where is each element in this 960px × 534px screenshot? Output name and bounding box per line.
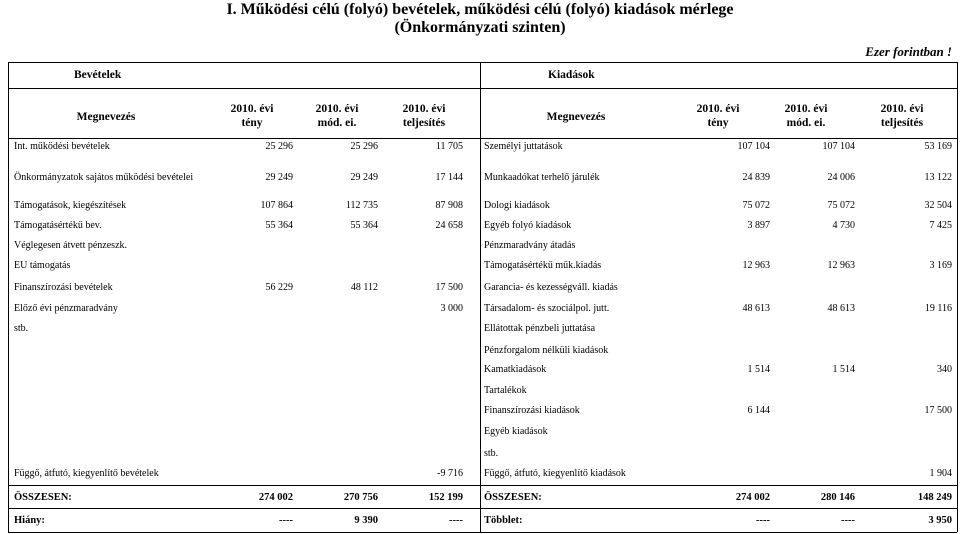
- revenue-fulfilment-value: -9 716: [437, 468, 463, 479]
- revenue-actual-value: 29 249: [265, 172, 293, 183]
- expenditure-modified-value: 24 006: [827, 172, 855, 183]
- total-modified-left: 270 756: [343, 492, 378, 503]
- revenue-fulfilment-value: 17 500: [435, 282, 463, 293]
- section-revenues: Bevételek: [74, 69, 122, 81]
- expenditure-row-label: Munkaadókat terhelő járulék: [484, 172, 600, 183]
- table-rule: [8, 62, 957, 63]
- expenditure-actual-value: 6 144: [747, 405, 770, 416]
- expenditure-row-label: Ellátottak pénzbeli juttatása: [484, 323, 596, 334]
- revenue-actual-value: 55 364: [265, 220, 293, 231]
- table-rule: [8, 485, 957, 486]
- revenue-row-label: Véglegesen átvett pénzeszk.: [14, 240, 128, 251]
- balance-label-right: Többlet:: [484, 515, 523, 526]
- expenditure-modified-value: 75 072: [827, 200, 855, 211]
- header-actual-left: 2010. évi tény: [230, 103, 274, 129]
- revenue-row-label: Támogatásértékű bev.: [14, 220, 102, 231]
- expenditure-fulfilment-value: 1 904: [929, 468, 952, 479]
- expenditure-fulfilment-value: 53 169: [924, 141, 952, 152]
- total-fulfilment-left: 152 199: [428, 492, 463, 503]
- expenditure-actual-value: 107 104: [737, 141, 770, 152]
- table-rule: [8, 88, 957, 89]
- expenditure-row-label: Pénzforgalom nélküli kiadások: [484, 345, 609, 356]
- expenditure-actual-value: 48 613: [742, 303, 770, 314]
- revenue-row-label: Függő, átfutó, kiegyenlítő bevételek: [14, 468, 159, 479]
- revenue-actual-value: 25 296: [265, 141, 293, 152]
- table-rule: [8, 532, 957, 533]
- revenue-row-label: stb.: [14, 323, 29, 334]
- expenditure-actual-value: 12 963: [742, 260, 770, 271]
- expenditure-modified-value: 107 104: [822, 141, 855, 152]
- revenue-fulfilment-value: 11 705: [435, 141, 463, 152]
- expenditure-row-label: Garancia- és kezességváll. kiadás: [484, 282, 618, 293]
- expenditure-modified-value: 1 514: [832, 364, 855, 375]
- balance-actual-right: ----: [756, 515, 770, 526]
- total-label-left: ÖSSZESEN:: [14, 492, 72, 503]
- total-modified-right: 280 146: [820, 492, 855, 503]
- expenditure-row-label: Függő, átfutó, kiegyenlítő kiadások: [484, 468, 626, 479]
- balance-fulfilment-left: ----: [449, 515, 463, 526]
- header-fulfilment-left: 2010. évi teljesítés: [402, 103, 446, 129]
- expenditure-row-label: Pénzmaradvány átadás: [484, 240, 576, 251]
- total-fulfilment-right: 148 249: [917, 492, 952, 503]
- balance-fulfilment-right: 3 950: [928, 515, 952, 526]
- revenue-fulfilment-value: 3 000: [440, 303, 463, 314]
- expenditure-modified-value: 48 613: [827, 303, 855, 314]
- expenditure-actual-value: 75 072: [742, 200, 770, 211]
- expenditure-actual-value: 1 514: [747, 364, 770, 375]
- balance-modified-right: ----: [841, 515, 855, 526]
- unit-label: Ezer forintban !: [865, 44, 952, 59]
- expenditure-fulfilment-value: 17 500: [924, 405, 952, 416]
- expenditure-fulfilment-value: 340: [937, 364, 952, 375]
- expenditure-row-label: Kamatkiadások: [484, 364, 547, 375]
- revenue-modified-value: 112 735: [345, 200, 378, 211]
- revenue-modified-value: 29 249: [350, 172, 378, 183]
- total-actual-left: 274 002: [258, 492, 293, 503]
- header-actual-right: 2010. évi tény: [696, 103, 740, 129]
- table-rule: [8, 508, 957, 509]
- revenue-modified-value: 48 112: [350, 282, 378, 293]
- expenditure-actual-value: 24 839: [742, 172, 770, 183]
- revenue-row-label: Int. működési bevételek: [14, 141, 110, 152]
- revenue-actual-value: 107 864: [260, 200, 293, 211]
- table-rule: [480, 62, 481, 532]
- revenue-fulfilment-value: 17 144: [435, 172, 463, 183]
- page-subtitle: (Önkormányzati szinten): [394, 19, 566, 36]
- expenditure-actual-value: 3 897: [747, 220, 770, 231]
- table-rule: [8, 62, 9, 532]
- expenditure-row-label: Egyéb kiadások: [484, 426, 548, 437]
- revenue-row-label: Finanszírozási bevételek: [14, 282, 113, 293]
- revenue-row-label: Előző évi pénzmaradvány: [14, 303, 118, 314]
- table-rule: [957, 62, 958, 532]
- revenue-modified-value: 25 296: [350, 141, 378, 152]
- expenditure-row-label: Egyéb folyó kiadások: [484, 220, 572, 231]
- header-fulfilment-right: 2010. évi teljesítés: [880, 103, 924, 129]
- header-name-left: Megnevezés: [76, 111, 136, 123]
- expenditure-row-label: Társadalom- és szociálpol. jutt.: [484, 303, 610, 314]
- expenditure-modified-value: 4 730: [832, 220, 855, 231]
- expenditure-modified-value: 12 963: [827, 260, 855, 271]
- total-actual-right: 274 002: [735, 492, 770, 503]
- expenditure-fulfilment-value: 32 504: [924, 200, 952, 211]
- section-expenditures: Kiadások: [548, 69, 595, 81]
- expenditure-row-label: Tartalékok: [484, 385, 527, 396]
- expenditure-row-label: Támogatásértékű műk.kiadás: [484, 260, 602, 271]
- total-label-right: ÖSSZESEN:: [484, 492, 542, 503]
- expenditure-fulfilment-value: 3 169: [929, 260, 952, 271]
- balance-actual-left: ----: [279, 515, 293, 526]
- revenue-row-label: Támogatások, kiegészítések: [14, 200, 127, 211]
- header-modified-right: 2010. évi mód. ei.: [784, 103, 828, 129]
- balance-modified-left: 9 390: [354, 515, 378, 526]
- expenditure-row-label: stb.: [484, 448, 499, 459]
- header-modified-left: 2010. évi mód. ei.: [315, 103, 359, 129]
- revenue-modified-value: 55 364: [350, 220, 378, 231]
- expenditure-row-label: Dologi kiadások: [484, 200, 550, 211]
- revenue-fulfilment-value: 87 908: [435, 200, 463, 211]
- table-rule: [8, 138, 957, 139]
- expenditure-fulfilment-value: 19 116: [924, 303, 952, 314]
- revenue-row-label: EU támogatás: [14, 260, 71, 271]
- revenue-fulfilment-value: 24 658: [435, 220, 463, 231]
- revenue-actual-value: 56 229: [265, 282, 293, 293]
- revenue-row-label: Önkormányzatok sajátos működési bevételei: [14, 172, 194, 183]
- expenditure-row-label: Személyi juttatások: [484, 141, 563, 152]
- expenditure-fulfilment-value: 13 122: [924, 172, 952, 183]
- balance-label-left: Hiány:: [14, 515, 45, 526]
- expenditure-row-label: Finanszírozási kiadások: [484, 405, 580, 416]
- expenditure-fulfilment-value: 7 425: [929, 220, 952, 231]
- header-name-right: Megnevezés: [546, 111, 606, 123]
- page-title: I. Működési célú (folyó) bevételek, működési célú (folyó) kiadások mérlege: [226, 1, 734, 18]
